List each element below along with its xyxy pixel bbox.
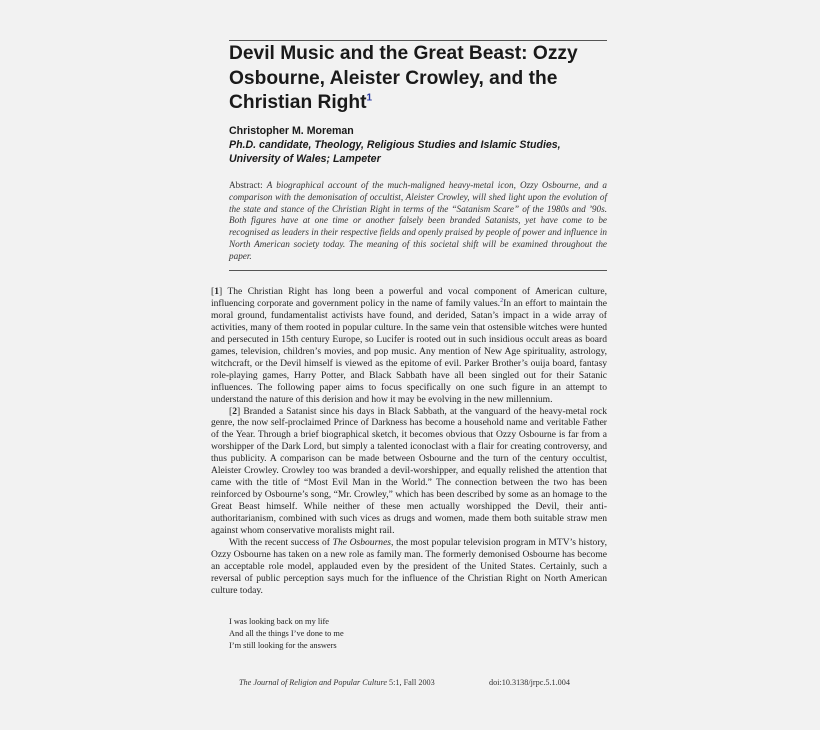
- paragraph-text: , the most popular television program in MTV’s history, Ozzy Osbourne has taken on a new role as family man. The formerly demonised Osbourne has become an acceptable role model, applauded even by the president of the United States. Certainly, such a reversal of public perception says much for the influence of the Christian Right on North American culture today.: [211, 537, 607, 596]
- footnote-marker[interactable]: 2: [500, 297, 504, 304]
- page-footer: [239, 678, 599, 687]
- abstract: [229, 180, 607, 263]
- author-affiliation-line2: University of Wales; Lampeter: [229, 153, 381, 165]
- abstract-rule: [229, 270, 607, 271]
- author-name: Christopher M. Moreman: [229, 125, 354, 137]
- article-body: [211, 286, 607, 597]
- paragraph-1: [1] The Christian Right has long been a powerful and vocal component of American culture, influencing corporate and government policy in the name of family values.$^2$In an effort to maintain the moral ground, fundamentalist activists have found, and derided, Satan’s impact in a wide array of activities, many of them rooted in popular culture. In the same vein that ostensible witches were hunted and persecuted in 15th century Europe, so Lucifer is rooted out in such insidious occult areas as board games, television, children’s movies, and pop music. Any mention of New Age spirituality, astrology, witchcraft, or the Devil himself is viewed as the epitome of evil. Parker Brother’s ouija board, fantasy role-playing games, Harry Potter, and Black Sabbath have all been singled out for their Satanic influences. The following paper aims to focus specifically on one such figure in an attempt to understand the nature of this derision and how it may be evolving in the new millennium.: [211, 286, 607, 405]
- author-affiliation-line1: Ph.D. candidate, Theology, Religious Studies and Islamic Studies,: [229, 139, 561, 151]
- title-text: Devil Music and the Great Beast: Ozzy Osbourne, Aleister Crowley, and the Christian Right: [229, 43, 578, 113]
- lyric-line: I was looking back on my life: [229, 617, 330, 626]
- paragraph-3: [211, 537, 607, 597]
- paragraph-number: 1: [214, 286, 219, 297]
- lyric-line: I’m still looking for the answers: [229, 640, 337, 650]
- paragraph-text: The Christian Right has long been a powerful and vocal component of American culture, influencing corporate and government policy in the name of family values.: [211, 286, 607, 309]
- title-footnote-marker[interactable]: 1: [366, 92, 373, 104]
- paragraph-2: [2] Branded a Satanist since his days in Black Sabbath, at the vanguard of the heavy-metal rock genre, the now self-proclaimed Prince of Darkness has become a household name and veritable Father of the Year. Through a brief biographical sketch, it becomes obvious that Ozzy Osbourne is far from a worshipper of the Dark Lord, but simply a talented iconoclast with a flair for creating controversy, and thus publicity. A comparison can be made between Osbourne and the turn of the century occultist, Aleister Crowley. Crowley too was branded a devil-worshipper, and equally relished the attention that came with the title of “Most Evil Man in the World.” The connection between the two has been reinforced by Osbourne’s song, “Mr. Crowley,” which has been described by some as an homage to the Great Beast himself. While neither of these men actually worshipped the Devil, their anti-authoritarianism, combined with such vices as drugs and women, made them both suitable straw men against whom conservative moralists might rail.: [211, 405, 607, 537]
- footer-doi[interactable]: doi:10.3138/jrpc.5.1.004: [489, 678, 570, 687]
- paragraph-text: With the recent success of: [229, 537, 333, 549]
- lyric-line: And all the things I’ve done to me: [229, 628, 344, 638]
- footer-issue: 5:1, Fall 2003: [386, 678, 435, 687]
- paper-title: [229, 42, 619, 116]
- paragraph-text: Branded a Satanist since his days in Black Sabbath, at the vanguard of the heavy-metal rock genre, the now self-proclaimed Prince of Darkness has become a household name and veritable Father of the Year. Through a brief biographical sketch, it becomes obvious that Ozzy Osbourne is far from a worshipper of the Dark Lord, but simply a talented iconoclast with a flair for creating controversy, and thus publicity. A comparison can be made between Osbourne and the turn of the century occultist, Aleister Crowley. Crowley too was branded a devil-worshipper, and equally relished the attention that came with the title of “Most Evil Man in the World.” The connection between the two has been reinforced by Osbourne’s song, “Mr. Crowley,” which has been described by some as an homage to the Great Beast himself. While neither of these men actually worshipped the Devil, their anti-authoritarianism, combined with such vices as drugs and women, made them both suitable straw men against whom conservative moralists might rail.: [211, 405, 607, 537]
- footer-journal: The Journal of Religion and Popular Culture: [239, 678, 387, 687]
- paragraph-number: 2: [232, 405, 237, 417]
- abstract-label: Abstract:: [229, 180, 267, 190]
- abstract-text: A biographical account of the much-maligned heavy-metal icon, Ozzy Osbourne, and a comparison with the demonisation of occultist, Aleister Crowley, will shed light upon the evolution of the state and stance of the Christian Right in terms of the “Satanism Scare” of the 1980s and ’90s. Both figures have at one time or another falsely been branded Satanists, yet have come to be recognised as leaders in their respective fields and openly praised by people of power and influence in North American society today. The meaning of this societal shift will be examined throughout the paper.: [229, 180, 607, 261]
- top-rule: [229, 40, 607, 41]
- show-title: The Osbournes: [332, 537, 392, 549]
- lyric-quote: [229, 616, 529, 651]
- author-block: [229, 124, 609, 166]
- paragraph-text: In an effort to maintain the moral ground, fundamentalist activists have found, and derided, Satan’s impact in a wide array of activities, many of them rooted in popular culture. In the same vein that ostensible witches were hunted and persecuted in 15th century Europe, so Lucifer is rooted out in such insidious occult areas as board games, television, children’s movies, and pop music. Any mention of New Age spirituality, astrology, witchcraft, or the Devil himself is viewed as the epitome of evil. Parker Brother’s ouija board, fantasy role-playing games, Harry Potter, and Black Sabbath have all been singled out for their Satanic influences. The following paper aims to focus specifically on one such figure in an attempt to understand the nature of this derision and how it may be evolving in the new millennium.: [211, 297, 607, 405]
